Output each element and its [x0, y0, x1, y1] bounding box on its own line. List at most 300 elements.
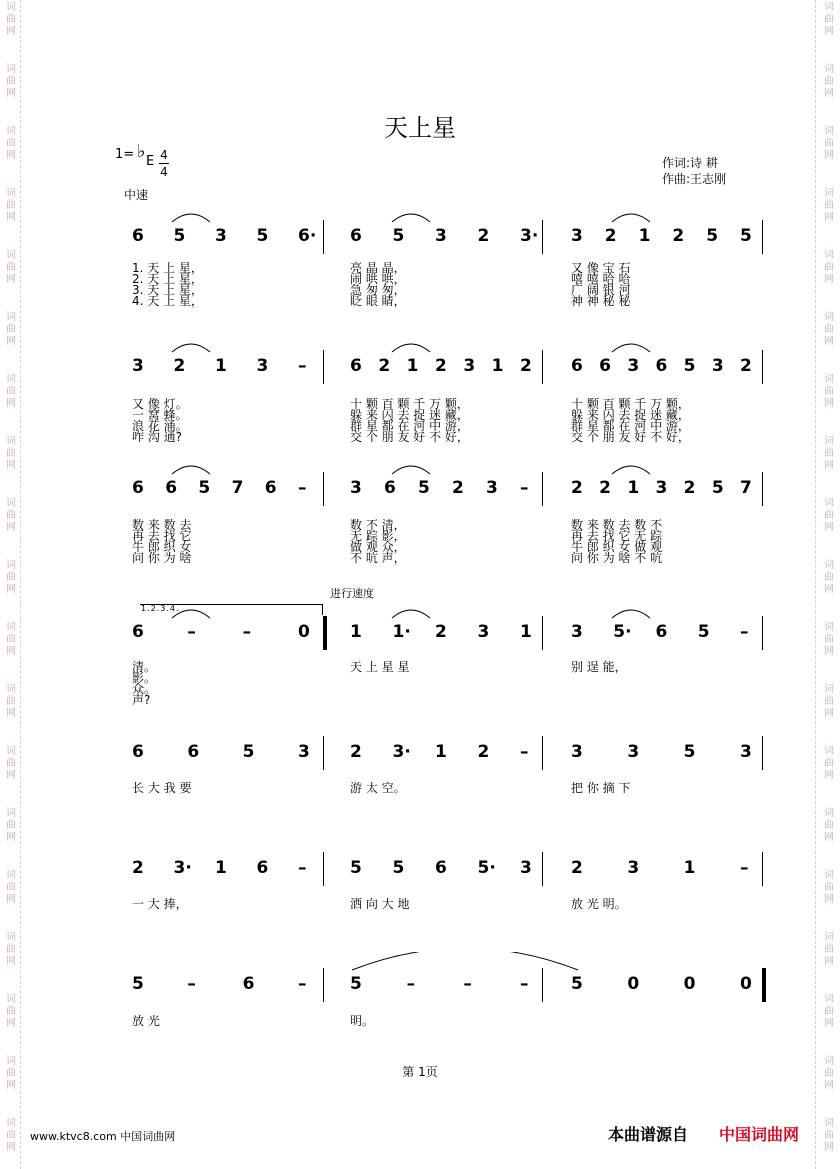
- lyric-line: 2. 天 上 星，: [132, 272, 203, 286]
- watermark-char: 网: [6, 770, 16, 781]
- watermark-char: 词: [6, 560, 16, 571]
- watermark-char: 网: [824, 708, 834, 719]
- watermark-char: 曲: [824, 200, 834, 211]
- slur-curve: [392, 344, 430, 352]
- lyric-line: 影。: [132, 671, 157, 685]
- note: 3: [627, 356, 640, 376]
- note: 1: [638, 226, 651, 246]
- watermark-char: 曲: [6, 14, 16, 25]
- note: 5: [173, 226, 186, 246]
- watermark-char: 词: [6, 746, 16, 757]
- note: 6: [384, 478, 396, 498]
- lyric-line: 群 星 都 在 河 中 游，: [350, 419, 469, 433]
- watermark-char: 词: [6, 1118, 16, 1129]
- note: –: [740, 622, 749, 642]
- watermark-char: 曲: [824, 448, 834, 459]
- note: 7: [740, 478, 752, 498]
- note: 3: [256, 356, 269, 376]
- note: –: [520, 974, 529, 994]
- watermark-char: 网: [824, 1142, 834, 1153]
- note: 2: [435, 356, 447, 376]
- watermark-char: 网: [6, 894, 16, 905]
- note: 1: [435, 742, 447, 762]
- watermark-char: 曲: [824, 820, 834, 831]
- watermark-char: 网: [824, 26, 834, 37]
- watermark-char: 网: [824, 646, 834, 657]
- note: 1: [215, 858, 227, 878]
- lyric-line: 问 你 为 啥 不 吭: [571, 551, 663, 565]
- lyric-line: 广 阔 银 河: [571, 283, 631, 297]
- watermark-char: 词: [6, 684, 16, 695]
- watermark-char: 网: [6, 212, 16, 223]
- watermark-char: 曲: [6, 510, 16, 521]
- repeat-bar: [324, 616, 327, 650]
- note: 3: [435, 226, 447, 246]
- time-bottom: 4: [160, 165, 168, 179]
- note: 1: [350, 622, 362, 642]
- note: 1: [520, 622, 532, 642]
- watermark-char: 词: [6, 994, 16, 1005]
- note: 3: [132, 356, 144, 376]
- note: 3: [215, 226, 227, 246]
- right-edge-line: [815, 0, 816, 1169]
- watermark-char: 曲: [824, 14, 834, 25]
- watermark-char: 曲: [824, 386, 834, 397]
- note: 3: [477, 622, 490, 642]
- watermark-char: 词: [824, 560, 834, 571]
- watermark-char: 曲: [824, 262, 834, 273]
- composer-credit: 作曲:王志刚: [662, 172, 727, 186]
- lyric-line: 把 你 摘 下: [571, 781, 631, 795]
- note: 5: [350, 858, 362, 878]
- lyric-line: 浪 花 涌。: [132, 419, 188, 433]
- watermark-char: 词: [824, 250, 834, 261]
- note: 5·: [477, 858, 496, 878]
- note: 2: [350, 742, 362, 762]
- watermark-char: 词: [824, 188, 834, 199]
- watermark-char: 曲: [6, 944, 16, 955]
- note: 0: [298, 622, 310, 642]
- note: 6·: [298, 226, 317, 246]
- slur-arc: [0, 600, 840, 640]
- slur-curve: [392, 466, 430, 474]
- note: 5: [392, 226, 405, 246]
- watermark-char: 网: [824, 1080, 834, 1091]
- watermark-char: 词: [824, 374, 834, 385]
- watermark-char: 词: [6, 1056, 16, 1067]
- lyric-line: 清。: [132, 660, 157, 674]
- note: 2: [477, 742, 490, 762]
- note: 6: [655, 356, 668, 376]
- watermark-char: 词: [824, 1056, 834, 1067]
- key-signature: [115, 141, 168, 179]
- slur-curve: [612, 466, 650, 474]
- slur-curve: [392, 610, 430, 618]
- note: 3: [486, 478, 498, 498]
- lyric-line: 游 太 空。: [350, 781, 406, 795]
- note: 5: [740, 226, 752, 246]
- watermark-char: 网: [6, 832, 16, 843]
- watermark-char: 曲: [6, 200, 16, 211]
- watermark-char: 词: [6, 932, 16, 943]
- slur-arc: [0, 334, 840, 374]
- lyric-line: 咋 沟 通?: [132, 430, 182, 444]
- note: 3: [571, 226, 583, 246]
- note: 1: [627, 478, 640, 498]
- note: 2: [672, 226, 685, 246]
- lyric-line: 1. 天 上 星，: [132, 261, 203, 275]
- watermark-char: 词: [6, 250, 16, 261]
- lyric-line: 数 来 数 去: [132, 518, 192, 532]
- note: 2: [132, 858, 144, 878]
- lyric-line: 明。: [350, 1014, 375, 1028]
- watermark-char: 词: [6, 2, 16, 13]
- lyric-line: 一 窝 蜂。: [132, 408, 188, 422]
- note: –: [242, 622, 252, 642]
- lyric-line: 做 观 众，: [350, 540, 406, 554]
- slur-curve: [172, 214, 210, 222]
- lyric-line: 牛 郎 织 女 做 观: [571, 540, 663, 554]
- note: 2: [452, 478, 464, 498]
- note: 2: [378, 356, 391, 376]
- lyric-line: 数 来 数 去 数 不: [571, 518, 663, 532]
- slur-curve: [172, 344, 210, 352]
- note: –: [298, 478, 307, 498]
- note: –: [187, 622, 196, 642]
- lyric-line: 一 大 捧，: [132, 897, 188, 911]
- watermark-char: 网: [824, 88, 834, 99]
- watermark-char: 词: [6, 622, 16, 633]
- watermark-char: 网: [6, 1018, 16, 1029]
- note: –: [298, 974, 307, 994]
- watermark-char: 网: [6, 584, 16, 595]
- lyric-line: 嘻 嘻 哈 哈: [571, 272, 631, 286]
- note: 5: [711, 478, 724, 498]
- lyric-line: 牛 郎 织 女: [132, 540, 192, 554]
- note: 5: [132, 974, 144, 994]
- watermark-char: 网: [6, 26, 16, 37]
- lyric-line: 再 去 找 它 无 踪: [571, 529, 663, 543]
- note: 5: [683, 742, 696, 762]
- watermark-char: 词: [824, 932, 834, 943]
- watermark-char: 词: [6, 126, 16, 137]
- watermark-char: 网: [824, 398, 834, 409]
- left-edge-line: [20, 0, 21, 1169]
- watermark-char: 词: [824, 436, 834, 447]
- watermark-char: 曲: [824, 510, 834, 521]
- note: 2: [604, 226, 617, 246]
- watermark-char: 网: [6, 956, 16, 967]
- note: 2: [477, 226, 490, 246]
- bar-line: [762, 736, 763, 770]
- note: 6: [264, 478, 277, 498]
- note: 6: [132, 226, 144, 246]
- note: 5: [256, 226, 269, 246]
- note: 3: [740, 742, 752, 762]
- watermark-char: 曲: [6, 1068, 16, 1079]
- note: –: [187, 974, 196, 994]
- watermark-char: 曲: [6, 324, 16, 335]
- final-bar: [763, 968, 766, 1002]
- slur-arc: [0, 952, 840, 992]
- lyric-line: 天 上 星 星: [350, 660, 410, 674]
- lyric-line: 声?: [132, 693, 151, 707]
- note: 3·: [392, 742, 411, 762]
- lyric-line: 群 星 都 在 河 中 游，: [571, 419, 690, 433]
- lyric-line: 3. 天 上 星，: [132, 283, 203, 297]
- watermark-char: 曲: [824, 572, 834, 583]
- watermark-char: 网: [6, 150, 16, 161]
- watermark-char: 曲: [824, 634, 834, 645]
- lyric-line: 躲 来 闪 去 捉 迷 藏，: [350, 408, 469, 422]
- watermark-char: 词: [6, 374, 16, 385]
- note: 6: [599, 356, 611, 376]
- watermark-char: 网: [6, 1080, 16, 1091]
- slur-curve: [392, 214, 430, 222]
- note: 6: [132, 478, 144, 498]
- time-top: 4: [160, 148, 168, 162]
- watermark-char: 词: [6, 312, 16, 323]
- watermark-char: 网: [824, 1018, 834, 1029]
- watermark-char: 网: [824, 584, 834, 595]
- note: 3·: [520, 226, 539, 246]
- lyric-line: 闹 哄 哄，: [350, 272, 406, 286]
- watermark-char: 词: [824, 684, 834, 695]
- watermark-char: 词: [824, 312, 834, 323]
- note: 6: [350, 356, 362, 376]
- watermark-char: 曲: [6, 1006, 16, 1017]
- slur-curve: [172, 466, 210, 474]
- note: 6: [435, 858, 447, 878]
- note: 6: [132, 622, 144, 642]
- watermark-char: 曲: [6, 448, 16, 459]
- lyric-line: 亮 晶 晶，: [350, 261, 406, 275]
- lyric-line: 又 像 宝 石: [571, 261, 631, 275]
- watermark-char: 网: [824, 460, 834, 471]
- watermark-char: 曲: [824, 138, 834, 149]
- slur-curve: [612, 214, 650, 222]
- watermark-char: 词: [824, 808, 834, 819]
- lyric-line: 交 个 朋 友 好 不 好，: [350, 430, 469, 444]
- note: –: [520, 742, 529, 762]
- note: 6: [655, 622, 668, 642]
- note: 3·: [173, 858, 192, 878]
- note: 5: [392, 858, 405, 878]
- note: 3: [627, 858, 640, 878]
- note: 5: [697, 622, 710, 642]
- lyric-line: 4. 天 上 星，: [132, 294, 203, 308]
- note: 5: [418, 478, 430, 498]
- note: 2: [571, 858, 583, 878]
- note: 2: [173, 356, 186, 376]
- note: 0: [740, 974, 752, 994]
- lyric-line: 无 踪 影，: [350, 529, 406, 543]
- lyric-line: 不 吭 声，: [350, 551, 406, 565]
- note: 0: [627, 974, 640, 994]
- note: 1·: [392, 622, 411, 642]
- watermark-char: 网: [824, 894, 834, 905]
- footer-source-label: 本曲谱源自: [608, 1125, 689, 1144]
- note: 6: [165, 478, 178, 498]
- note: 6: [132, 742, 144, 762]
- watermark-char: 词: [6, 188, 16, 199]
- note: 1: [406, 356, 419, 376]
- watermark-char: 曲: [6, 572, 16, 583]
- note: –: [740, 858, 749, 878]
- page-number: 第 1页: [402, 1065, 438, 1079]
- watermark-char: 词: [6, 870, 16, 881]
- note: 2: [520, 356, 532, 376]
- lyricist-credit: 作词:诗 耕: [662, 156, 718, 170]
- lyric-line: 眨 眼 睛，: [350, 294, 406, 308]
- lyric-line: 洒 向 大 地: [350, 897, 410, 911]
- key-prefix: 1=: [115, 147, 135, 162]
- watermark-char: 网: [6, 88, 16, 99]
- note: 3: [520, 858, 532, 878]
- watermark-char: 网: [824, 522, 834, 533]
- lyric-line: 放 光: [132, 1014, 160, 1028]
- note: 3: [298, 742, 310, 762]
- jump-marking: 进行速度: [330, 587, 374, 600]
- watermark-char: 曲: [6, 696, 16, 707]
- note: 1: [683, 858, 696, 878]
- bar-line: [542, 852, 543, 886]
- note: –: [298, 356, 307, 376]
- watermark-char: 词: [6, 436, 16, 447]
- lyric-line: 又 像 灯。: [132, 397, 188, 411]
- lyric-line: 十 颗 百 颗 千 万 颗，: [571, 397, 690, 411]
- note: 3: [350, 478, 362, 498]
- note: 3: [627, 742, 640, 762]
- watermark-char: 曲: [824, 1068, 834, 1079]
- note: 3: [655, 478, 668, 498]
- watermark-char: 网: [6, 460, 16, 471]
- watermark-char: 词: [6, 64, 16, 75]
- slur-curve: [612, 344, 650, 352]
- lyric-line: 放 光 明。: [571, 897, 627, 911]
- footer-brand[interactable]: 中国词曲网: [719, 1125, 800, 1144]
- note: 2: [435, 622, 447, 642]
- tempo-marking: 中速: [124, 188, 149, 202]
- watermark-char: 网: [6, 398, 16, 409]
- note: –: [463, 974, 472, 994]
- watermark-char: 网: [824, 336, 834, 347]
- watermark-char: 网: [6, 522, 16, 533]
- watermark-char: 词: [824, 994, 834, 1005]
- note: 6: [256, 858, 269, 878]
- volta-label: 1.2.3.4.: [141, 604, 180, 613]
- note: 5: [350, 974, 362, 994]
- note: 6: [187, 742, 200, 762]
- note: 2: [599, 478, 611, 498]
- watermark-char: 曲: [824, 696, 834, 707]
- watermark-char: 曲: [824, 1130, 834, 1141]
- watermark-char: 曲: [824, 1006, 834, 1017]
- slur-curve: [352, 952, 578, 970]
- bar-line: [542, 736, 543, 770]
- slur-arc: [0, 204, 840, 244]
- watermark-char: 词: [824, 64, 834, 75]
- watermark-char: 曲: [6, 1130, 16, 1141]
- watermark-char: 曲: [6, 262, 16, 273]
- bar-line: [323, 736, 324, 770]
- watermark-char: 词: [824, 1118, 834, 1129]
- bar-line: [323, 852, 324, 886]
- watermark-char: 曲: [6, 138, 16, 149]
- watermark-char: 网: [6, 708, 16, 719]
- watermark-char: 网: [824, 150, 834, 161]
- lyric-line: 神 神 秘 秘: [571, 294, 631, 308]
- slur-arc: [0, 456, 840, 496]
- note: 5: [683, 356, 696, 376]
- watermark-char: 网: [6, 274, 16, 285]
- time-signature: [159, 147, 169, 180]
- watermark-char: 网: [824, 212, 834, 223]
- lyric-line: 交 个 朋 友 好 不 好，: [571, 430, 690, 444]
- note: 2: [571, 478, 583, 498]
- lyric-line: 众。: [132, 682, 157, 696]
- note: 5: [571, 974, 583, 994]
- lyric-line: 数 不 清，: [350, 518, 406, 532]
- key-note: E: [146, 154, 155, 169]
- watermark-char: 网: [824, 274, 834, 285]
- flat-symbol: ♭: [137, 141, 146, 162]
- lyric-line: 别 逞 能，: [571, 660, 627, 674]
- note: 2: [683, 478, 696, 498]
- watermark-char: 曲: [6, 386, 16, 397]
- note: –: [520, 478, 529, 498]
- song-title: 天上星: [384, 114, 456, 142]
- note: –: [406, 974, 416, 994]
- watermark-char: 曲: [6, 634, 16, 645]
- watermark-char: 词: [824, 746, 834, 757]
- lyric-line: 问 你 为 啥: [132, 551, 192, 565]
- footer-website[interactable]: www.ktvc8.com 中国词曲网: [30, 1130, 176, 1143]
- lyric-line: 躲 来 闪 去 捉 迷 藏，: [571, 408, 690, 422]
- watermark-char: 网: [6, 336, 16, 347]
- watermark-char: 曲: [6, 882, 16, 893]
- note: 3: [463, 356, 476, 376]
- note: 3: [571, 742, 583, 762]
- watermark-char: 曲: [824, 76, 834, 87]
- watermark-char: 网: [6, 646, 16, 657]
- note: 2: [740, 356, 752, 376]
- note: 1: [215, 356, 227, 376]
- note: 7: [231, 478, 244, 498]
- watermark-char: 词: [824, 2, 834, 13]
- note: 5: [706, 226, 719, 246]
- bar-line: [762, 852, 763, 886]
- watermark-char: 词: [824, 498, 834, 509]
- watermark-char: 词: [824, 622, 834, 633]
- lyric-line: 十 颗 百 颗 千 万 颗，: [350, 397, 469, 411]
- note: 5: [242, 742, 255, 762]
- watermark-char: 词: [6, 808, 16, 819]
- watermark-char: 词: [824, 126, 834, 137]
- watermark-char: 曲: [6, 758, 16, 769]
- watermark-char: 网: [824, 956, 834, 967]
- note: 0: [683, 974, 696, 994]
- note: 6: [350, 226, 362, 246]
- note: 3: [571, 622, 583, 642]
- watermark-char: 曲: [6, 76, 16, 87]
- note: 5: [198, 478, 211, 498]
- slur-curve: [612, 610, 650, 618]
- slur-curve: [172, 610, 210, 618]
- note: 6: [571, 356, 583, 376]
- watermark-char: 网: [824, 832, 834, 843]
- watermark-char: 词: [824, 870, 834, 881]
